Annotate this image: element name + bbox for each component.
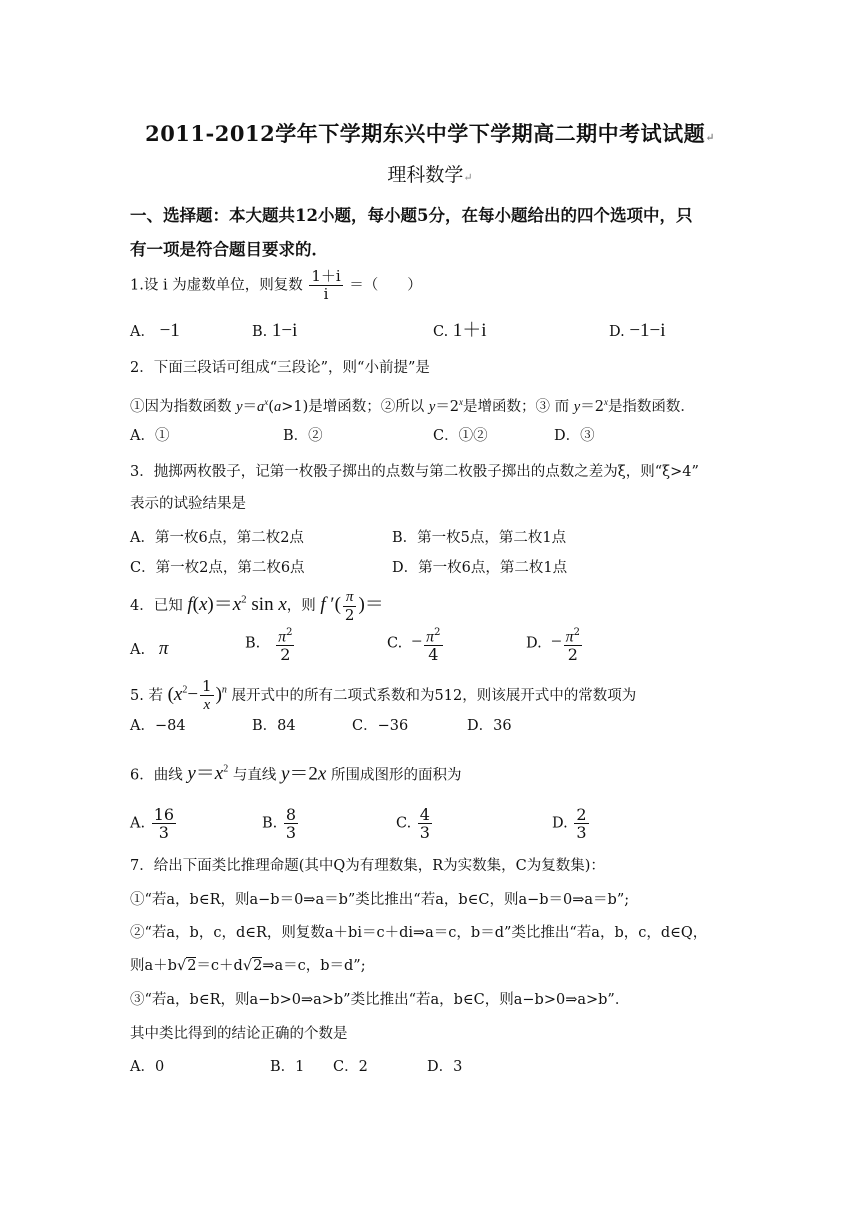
q6-option-a: A. $\frac{16}{3}$: [130, 805, 175, 842]
q7-option-d: D．3: [427, 1059, 463, 1075]
q2-option-c: C．①②: [433, 428, 488, 444]
q4-option-d: D. − $\frac{\pi^2}{2}$: [526, 624, 584, 663]
q1-option-a: A． −1: [130, 320, 180, 341]
section-heading: 一、选择题：本大题共12小题，每小题5分，在每小题给出的四个选项中，只: [130, 206, 693, 225]
section-heading-cont: 有一项是符合题目要求的．: [130, 240, 328, 259]
q3-option-b: B．第一枚5点，第二枚1点: [392, 530, 567, 546]
q7-option-b: B．1: [270, 1059, 305, 1075]
question-2: 2．下面三段话可组成“三段论”，则“小前提”是: [130, 360, 430, 376]
q1-option-b: B. 1−i: [252, 320, 298, 341]
q7-proposition-2: ②“若a，b，c，d∈R，则复数a＋bi＝c＋di⇒a＝c，b＝d”类比推出“若a，b，c，d∈Q，: [130, 925, 708, 941]
q7-question: 其中类比得到的结论正确的个数是: [130, 1026, 348, 1042]
q6-option-c: C. $\frac{4}{3}$: [396, 805, 430, 842]
q3-option-d: D．第一枚6点，第二枚1点: [392, 560, 568, 576]
question-3-cont: 表示的试验结果是: [130, 496, 246, 512]
q5-option-d: D．36: [467, 718, 512, 734]
q7-option-a: A．0: [130, 1059, 165, 1075]
q6-option-b: B. $\frac{8}{3}$: [262, 805, 297, 842]
question-6: 6．曲线 $y=x^2$ 与直线 y＝2x 所围成图形的面积为: [130, 763, 462, 785]
q4-option-a: A. π: [130, 638, 169, 659]
question-4: 4．已知 $f(x)=x^2$ sin x，则 f ′( $\frac{\pi}{2}$ )＝: [130, 589, 384, 624]
q4-option-b: B. $\frac{\pi^2}{2}$: [245, 624, 296, 663]
q3-option-c: C．第一枚2点，第二枚6点: [130, 560, 305, 576]
page-subtitle: 理科数学↵: [387, 164, 473, 186]
q5-option-b: B．84: [252, 718, 296, 734]
q2-option-d: D．③: [554, 428, 595, 444]
q5-option-c: C．−36: [352, 718, 409, 734]
q7-proposition-1: ①“若a，b∈R，则a−b＝0⇒a＝b”类比推出“若a，b∈C，则a−b＝0⇒a＝b”;: [130, 892, 630, 908]
question-5: 5. 若 ($x^2-$ $\frac{1}{x}$ )$^n$ 展开式中的所有二项式系数和为512，则该展开式中的常数项为: [130, 677, 637, 713]
q2-option-a: A．①: [130, 428, 170, 444]
q4-option-c: C. − $\frac{\pi^2}{4}$: [387, 624, 445, 663]
q7-proposition-2-cont: 则a＋b√2＝c＋d√2⇒a＝c，b＝d”;: [130, 958, 366, 974]
question-7: 7．给出下面类比推理命题(其中Q为有理数集，R为实数集，C为复数集)：: [130, 858, 605, 874]
q5-option-a: A．−84: [130, 718, 186, 734]
question-3: 3．抛掷两枚骰子，记第一枚骰子掷出的点数与第二枚骰子掷出的点数之差为ξ，则“ξ>4”: [130, 464, 699, 480]
page-title: 2011-2012学年下学期东兴中学下学期高二期中考试试题↵: [145, 121, 715, 146]
q1-fraction: $\frac{1+i}{i}$: [311, 267, 341, 303]
q7-option-c: C．2: [333, 1059, 368, 1075]
q2-detail: ①因为指数函数 $y=a^x(a>1)$是增函数；②所以 $y=2^x$是增函数；③ 而 $y=2^x$是指数函数．: [130, 397, 695, 415]
question-1: 1.设 i 为虚数单位，则复数 $\frac{1+i}{i}$ ＝（ ）: [130, 267, 422, 303]
q1-option-d: D. −1−i: [609, 320, 666, 341]
q6-option-d: D. $\frac{2}{3}$: [552, 805, 587, 842]
q7-proposition-3: ③“若a，b∈R，则a−b>0⇒a>b”类比推出“若a，b∈C，则a−b>0⇒a>b”．: [130, 992, 630, 1008]
q1-option-c: C. 1＋i: [433, 320, 487, 341]
q2-option-b: B．②: [283, 428, 323, 444]
q3-option-a: A．第一枚6点，第二枚2点: [130, 530, 304, 546]
